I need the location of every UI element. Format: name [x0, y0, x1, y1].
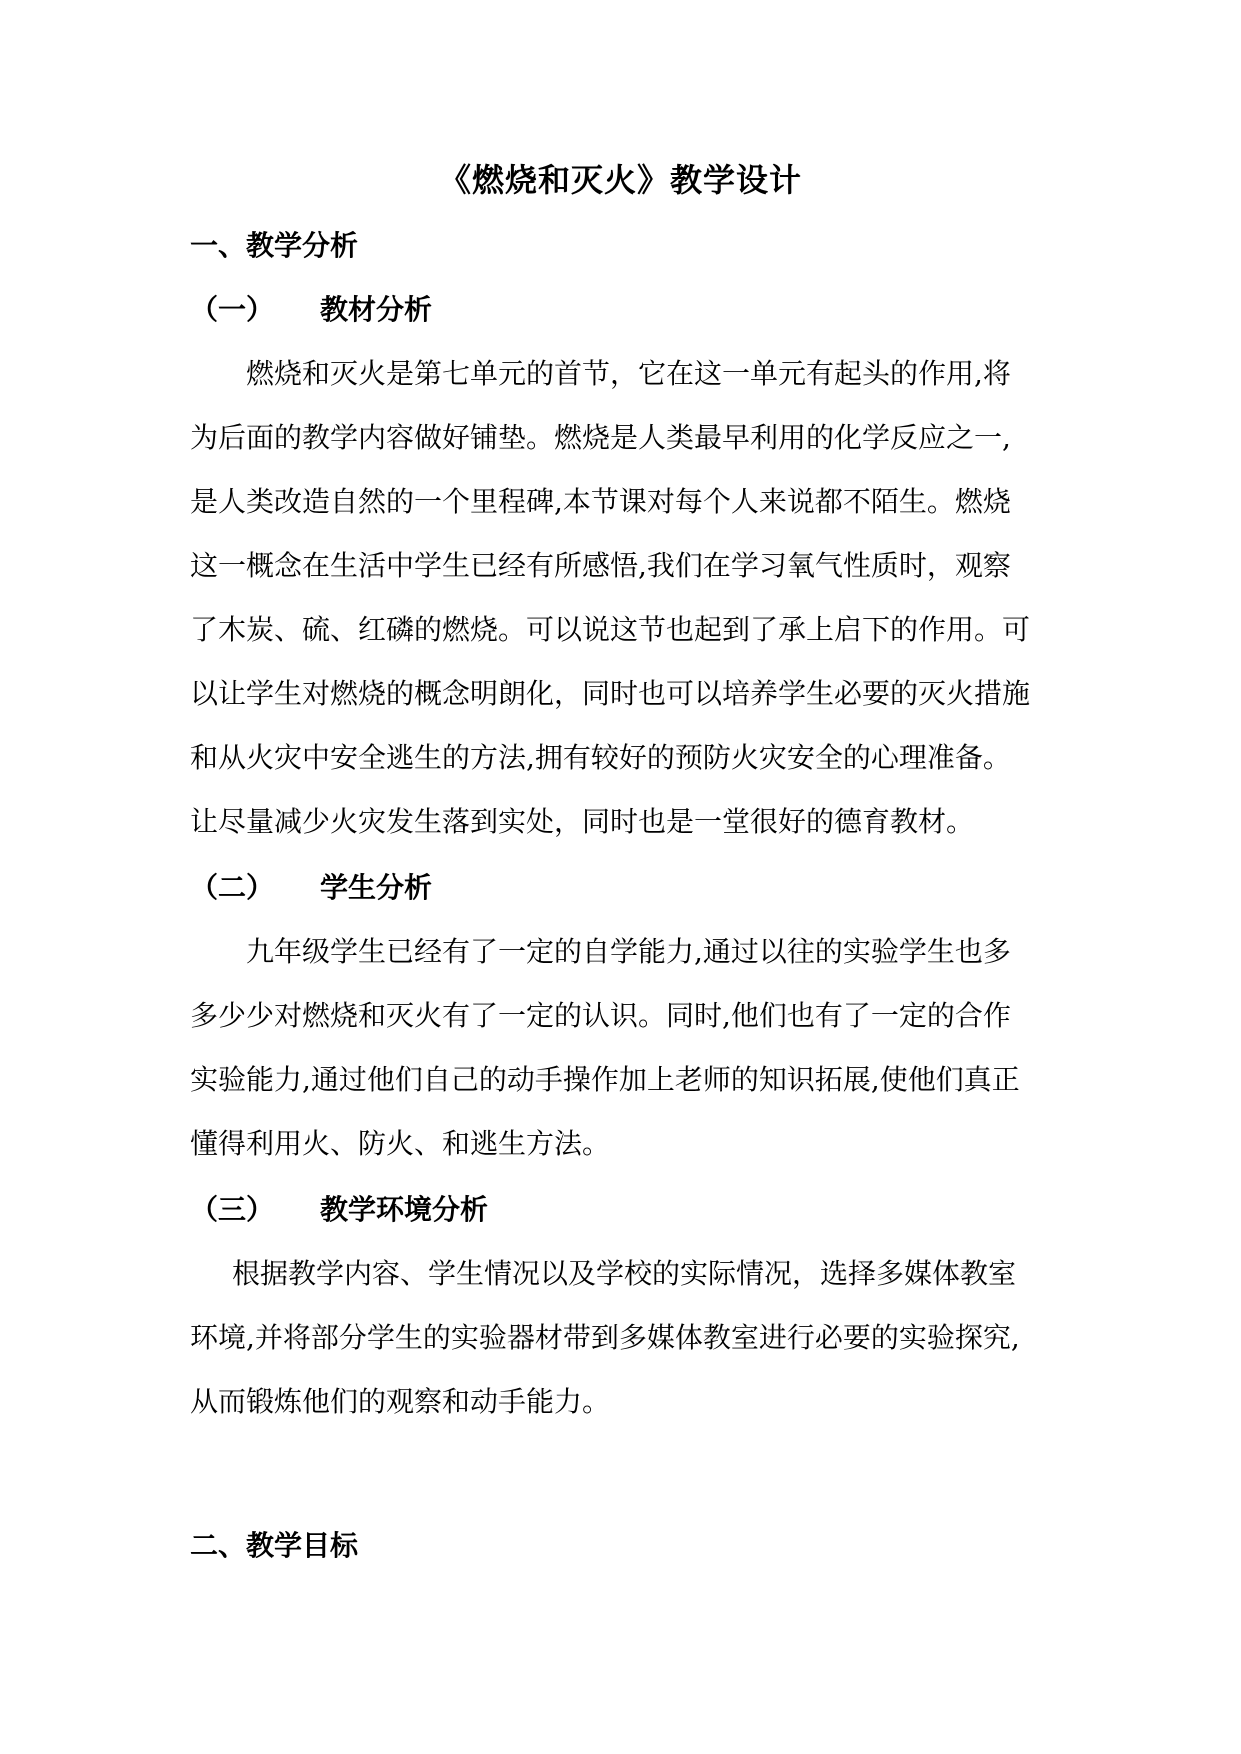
paragraph-line: 以让学生对燃烧的概念明朗化，同时也可以培养学生必要的灭火措施 — [190, 677, 1031, 710]
paragraph-line: 这一概念在生活中学生已经有所感悟,我们在学习氧气性质时，观察 — [190, 549, 1011, 582]
paragraph-line: 燃烧和灭火是第七单元的首节，它在这一单元有起头的作用,将 — [246, 357, 1011, 390]
paragraph-line: 懂得利用火、防火、和逃生方法。 — [190, 1127, 611, 1160]
subheading-environment-analysis — [190, 1192, 488, 1228]
paragraph-line: 根据教学内容、学生情况以及学校的实际情况，选择多媒体教室 — [232, 1257, 1017, 1290]
subheading-label: 教材分析 — [320, 293, 433, 326]
paragraph-line: 让尽量减少火灾发生落到实处，同时也是一堂很好的德育教材。 — [190, 805, 975, 838]
subheading-number: （一） — [190, 293, 275, 326]
paragraph-line: 了木炭、硫、红磷的燃烧。可以说这节也起到了承上启下的作用。可 — [190, 613, 1031, 646]
subheading-number: （三） — [190, 1193, 275, 1226]
document-title: 《燃烧和灭火》教学设计 — [438, 161, 802, 199]
subheading-number: （二） — [190, 871, 275, 904]
paragraph-line: 从而锻炼他们的观察和动手能力。 — [190, 1385, 611, 1418]
subheading-label: 学生分析 — [320, 871, 433, 904]
paragraph-line: 和从火灾中安全逃生的方法,拥有较好的预防火灾安全的心理准备。 — [190, 741, 1011, 774]
section-heading-teaching-objectives: 二、教学目标 — [190, 1529, 359, 1562]
subheading-student-analysis — [190, 870, 432, 906]
paragraph-line: 多少少对燃烧和灭火有了一定的认识。同时,他们也有了一定的合作 — [190, 999, 1011, 1032]
subheading-textbook-analysis — [190, 292, 432, 328]
paragraph-line: 九年级学生已经有了一定的自学能力,通过以往的实验学生也多 — [246, 935, 1011, 968]
section-heading-teaching-analysis: 一、教学分析 — [190, 229, 359, 262]
subheading-label: 教学环境分析 — [320, 1193, 489, 1226]
paragraph-line: 实验能力,通过他们自己的动手操作加上老师的知识拓展,使他们真正 — [190, 1063, 1020, 1096]
paragraph-line: 是人类改造自然的一个里程碑,本节课对每个人来说都不陌生。燃烧 — [190, 485, 1011, 518]
paragraph-line: 为后面的教学内容做好铺垫。燃烧是人类最早利用的化学反应之一, — [190, 421, 1011, 454]
paragraph-line: 环境,并将部分学生的实验器材带到多媒体教室进行必要的实验探究, — [190, 1321, 1020, 1354]
